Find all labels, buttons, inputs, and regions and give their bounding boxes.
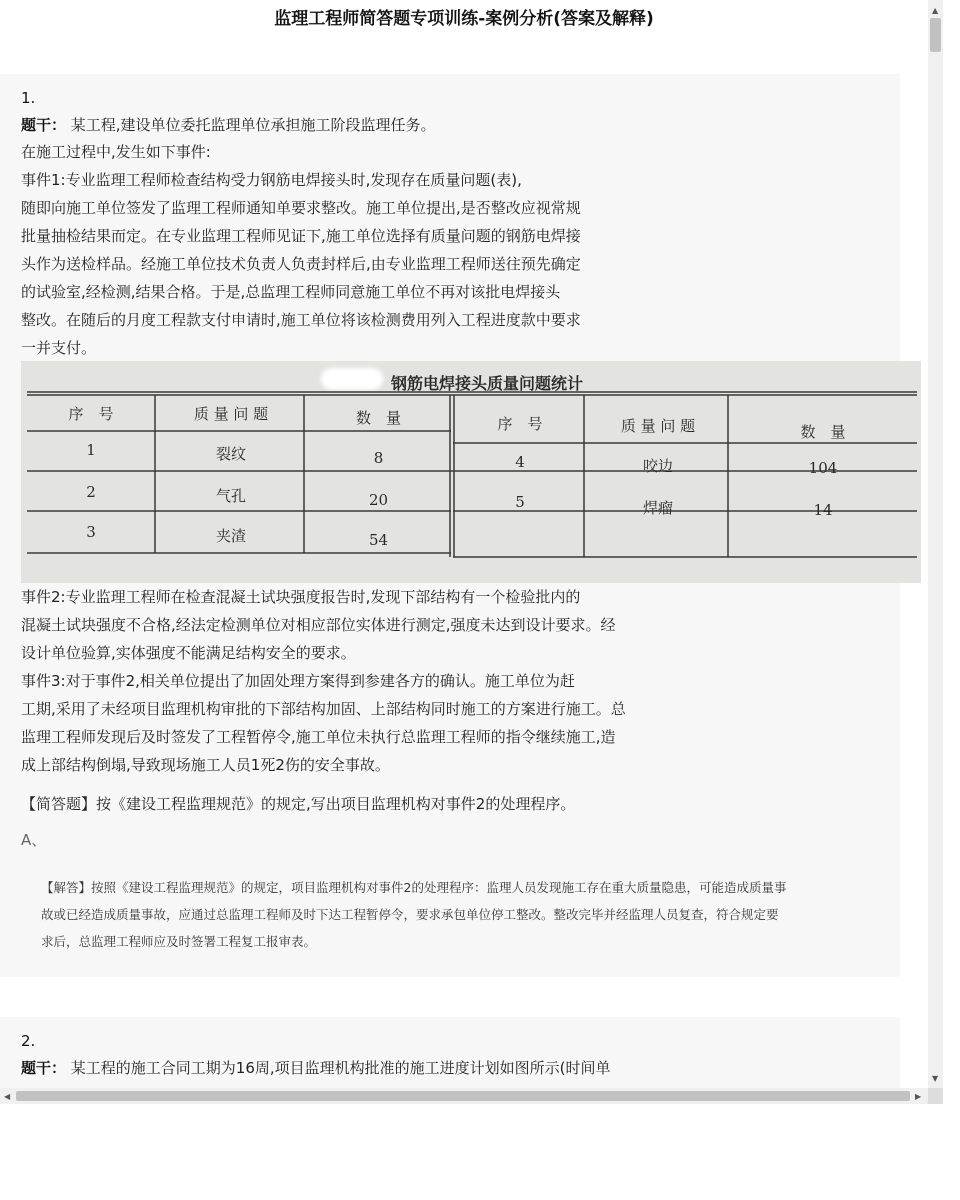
table-cell: 4 — [515, 453, 525, 471]
scanned-table-image — [21, 361, 921, 583]
table-cell: 咬边 — [642, 457, 673, 475]
question-number: 2. — [21, 1032, 36, 1050]
answer-line: 故或已经造成质量事故，应通过总监理工程师及时下达工程暂停令，要求承包单位停工整改。整改完毕并经监理人员复查，符合规定要 — [41, 907, 779, 922]
paragraph-line: 混凝土试块强度不合格,经法定检测单位对相应部位实体进行测定,强度未达到设计要求。经 — [21, 616, 616, 634]
scroll-down-arrow-icon[interactable]: ▼ — [932, 1074, 939, 1083]
table-cell: 夹渣 — [215, 527, 246, 545]
question-card-1 — [0, 74, 900, 977]
scrollbar-corner — [928, 1088, 943, 1104]
paragraph-line: 批量抽检结果而定。在专业监理工程师见证下,施工单位选择有质量问题的钢筋电焊接 — [21, 227, 581, 245]
table-cell: 20 — [368, 491, 389, 509]
table-header-cell: 数 量 — [800, 423, 846, 441]
table-cell: 8 — [373, 449, 384, 467]
paragraph-line: 在施工过程中,发生如下事件: — [21, 143, 211, 161]
answer-line: 【解答】按照《建设工程监理规范》的规定，项目监理机构对事件2的处理程序：监理人员发现施工存在重大质量隐患，可能造成质量事 — [41, 880, 787, 895]
table-cell: 1 — [86, 441, 96, 459]
answer-option[interactable]: A、 — [21, 831, 47, 849]
table-header-cell: 数 量 — [355, 409, 401, 427]
scroll-left-arrow-icon[interactable]: ◀ — [4, 1092, 11, 1101]
scroll-right-arrow-icon[interactable]: ▶ — [915, 1092, 922, 1101]
stem-label: 题干： — [21, 116, 67, 134]
stem-label: 题干： — [21, 1059, 67, 1077]
scroll-up-arrow-icon[interactable]: ▲ — [932, 6, 939, 15]
answer-line: 求后，总监理工程师应及时签署工程复工报审表。 — [41, 934, 317, 949]
table-cell: 5 — [515, 493, 525, 511]
table-cell: 54 — [368, 531, 389, 549]
paragraph-line: 事件2:专业监理工程师在检查混凝土试块强度报告时,发现下部结构有一个检验批内的 — [21, 588, 581, 606]
table-title: 钢筋电焊接头质量问题统计 — [391, 374, 584, 393]
vertical-scroll-thumb[interactable] — [930, 18, 941, 52]
vertical-scrollbar[interactable] — [928, 0, 943, 1088]
table-cell: 气孔 — [215, 487, 246, 505]
question-number: 1. — [21, 89, 36, 107]
table-header-cell: 序 号 — [68, 405, 114, 423]
paragraph-line: 随即向施工单位签发了监理工程师通知单要求整改。施工单位提出,是否整改应视常规 — [21, 199, 581, 217]
page-title: 监理工程师简答题专项训练-案例分析(答案及解释) — [274, 9, 654, 29]
paragraph-line: 监理工程师发现后及时签发了工程暂停令,施工单位未执行总监理工程师的指令继续施工,造 — [21, 728, 616, 746]
horizontal-scroll-thumb[interactable] — [16, 1091, 910, 1101]
table-cell: 104 — [808, 459, 838, 477]
paragraph-line: 整改。在随后的月度工程款支付申请时,施工单位将该检测费用列入工程进度款中要求 — [21, 311, 581, 329]
question-stem — [21, 1057, 611, 1078]
paragraph-line: 头作为送检样品。经施工单位技术负责人负责封样后,由专业监理工程师送往预先确定 — [21, 255, 581, 273]
table-cell: 14 — [813, 501, 833, 519]
table-header-cell: 质 量 问 题 — [193, 405, 269, 423]
paragraph-line: 一并支付。 — [21, 339, 97, 357]
paragraph-line: 的试验室,经检测,结果合格。于是,总监理工程师同意施工单位不再对该批电焊接头 — [21, 283, 561, 301]
table-cell: 3 — [86, 523, 96, 541]
question-stem — [21, 114, 436, 135]
paragraph-line: 成上部结构倒塌,导致现场施工人员1死2伤的安全事故。 — [21, 756, 390, 774]
table-header-cell: 质 量 问 题 — [620, 417, 696, 435]
answer-explanation — [41, 874, 881, 955]
stem-text: 某工程的施工合同工期为16周,项目监理机构批准的施工进度计划如图所示(时间单 — [66, 1059, 611, 1077]
question-card-2 — [0, 1017, 900, 1088]
paragraph-line: 事件3:对于事件2,相关单位提出了加固处理方案得到参建各方的确认。施工单位为赶 — [21, 672, 575, 690]
paragraph-line: 工期,采用了未经项目监理机构审批的下部结构加固、上部结构同时施工的方案进行施工。总 — [21, 700, 626, 718]
table-cell: 裂纹 — [215, 445, 246, 463]
table-header-cell: 序 号 — [497, 415, 543, 433]
question-prompt: 【简答题】按《建设工程监理规范》的规定,写出项目监理机构对事件2的处理程序。 — [21, 795, 576, 813]
paragraph-line: 事件1:专业监理工程师检查结构受力钢筋电焊接头时,发现存在质量问题(表), — [21, 171, 522, 189]
stem-text: 某工程,建设单位委托监理单位承担施工阶段监理任务。 — [66, 116, 436, 134]
table-cell: 焊瘤 — [642, 499, 673, 517]
table-cell: 2 — [86, 483, 96, 501]
paragraph-line: 设计单位验算,实体强度不能满足结构安全的要求。 — [21, 644, 356, 662]
